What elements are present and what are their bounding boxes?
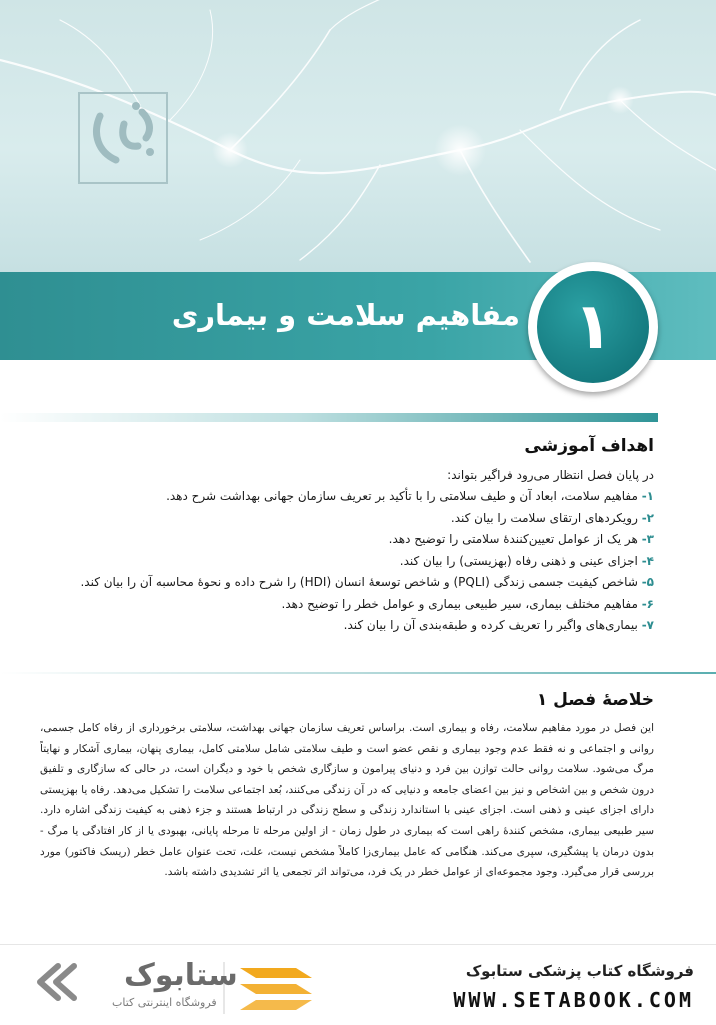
objectives-list <box>80 486 654 637</box>
objective-text: اجزای عینی و ذهنی رفاه (بهزیستی) را بیان کند. <box>399 553 642 568</box>
objectives-intro: در پایان فصل انتظار می‌رود فراگیر بتواند: <box>447 468 654 482</box>
objective-item <box>80 615 654 637</box>
learning-objectives <box>80 432 654 637</box>
objective-number: ۶- <box>641 596 654 611</box>
chapter-title: مفاهیم سلامت و بیماری <box>171 298 520 332</box>
chapter-number: ۱ <box>537 271 649 383</box>
objective-item <box>80 551 654 573</box>
summary-divider <box>0 672 716 674</box>
objective-number: ۳- <box>641 532 654 546</box>
summary-heading: خلاصهٔ فصل ۱ <box>536 690 654 710</box>
objective-item <box>80 486 654 508</box>
objective-text: مفاهیم سلامت، ابعاد آن و طیف سلامتی را با تأکید بر تعریف سازمان جهانی بهداشت شرح دهد. <box>166 489 642 503</box>
objective-number: ۲- <box>641 510 654 525</box>
objective-number: ۱- <box>641 489 654 503</box>
chapter-summary <box>40 686 654 883</box>
hero-image <box>0 0 716 272</box>
objective-text: رویکردهای ارتقای سلامت را بیان کند. <box>450 510 642 525</box>
objective-number: ۷- <box>641 618 654 632</box>
objective-text: شاخص کیفیت جسمی زندگی (PQLI) و شاخص توسعهٔ انسان (HDI) را شرح داده و نحوهٔ محاسبه آن را بیان کند. <box>80 575 642 589</box>
objective-text: بیماری‌های واگیر را تعریف کرده و طبقه‌بندی آن را بیان کند. <box>343 618 642 632</box>
publisher-logo-icon <box>78 92 168 184</box>
shop-name: فروشگاه کتاب پزشکی ستابوک <box>465 962 694 980</box>
objective-text: هر یک از عوامل تعیین‌کنندهٔ سلامتی را توضیح دهد. <box>388 532 642 546</box>
objective-number: ۴- <box>641 553 654 568</box>
setabook-logo-icon <box>34 958 324 1018</box>
objective-item <box>80 572 654 594</box>
objectives-heading: اهداف آموزشی <box>524 436 654 456</box>
brand-subtitle: فروشگاه اینترنتی کتاب <box>112 996 217 1009</box>
chapter-number-badge <box>528 262 658 392</box>
section-divider <box>0 413 658 422</box>
objective-text: مفاهیم مختلف بیماری، سیر طبیعی بیماری و عوامل خطر را توضیح دهد. <box>281 596 642 611</box>
shop-url[interactable]: WWW.SETABOOK.COM <box>453 988 694 1012</box>
objective-item <box>80 594 654 616</box>
objective-item <box>80 529 654 551</box>
objective-item <box>80 508 654 530</box>
objective-number: ۵- <box>641 575 654 589</box>
brand-name: ستابوک <box>124 958 238 993</box>
summary-text: این فصل در مورد مفاهیم سلامت، رفاه و بیماری است. براساس تعریف سازمان جهانی بهداشت، سلامتی برخورداری از رفاه کامل جسمی، روانی و اجتماعی و نه فقط عدم وجود بیماری و نقص عضو است و طیف سلامتی شامل سلامتی کامل، بیماری پنهان، بیماری آشکار و نهایتاً مرگ می‌شود. سلامت روانی حالت توازن بین فرد و دنیای پیرامون و سازگاری شخص با خود و دیگران است، در حالی که سازگاری و تلفیق درون شخص و بین اشخاص و نیز بین اعضای جامعه و دنیایی که در آن زندگی می‌کنند، بُعد اجتماعی سلامت را تشکیل می‌دهد. رفاه یا بهزیستی دارای اجزای عینی و ذهنی است. اجزای عینی با استاندارد زندگی و سطح زندگی در ارتباط هستند و جزء ذهنی به کیفیت زندگی اشاره دارد. سیر طبیعی بیماری، مشخص کنندهٔ راهی است که بیماری در طول زمان - از اولین مرحله تا مرحله پایانی، بهبودی یا از کار افتادگی یا مرگ - بدون درمان یا پیشگیری، سپری می‌کند. هنگامی که عامل بیماری‌زا کاملاً مشخص نیست، علت، تحت عنوان عامل خطر (ریسک فاکتور) مورد بررسی قرار می‌گیرد. وجود مجموعه‌ای از عوامل خطر در یک فرد، می‌تواند اثر تجمعی یا اثر تشدیدی داشته باشد. <box>40 722 654 879</box>
